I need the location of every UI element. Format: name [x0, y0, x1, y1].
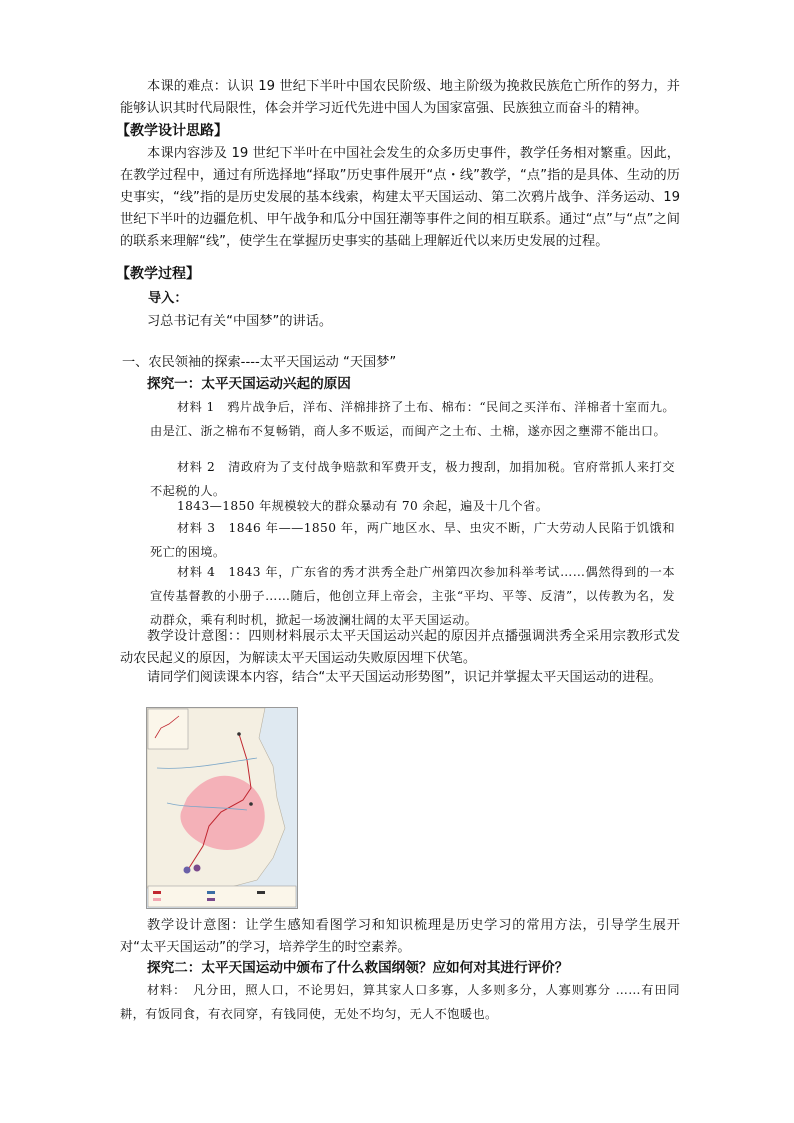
intro-text: 习总书记有关“中国梦”的讲话。 — [147, 314, 333, 329]
design-heading: 【教学设计思路】 — [116, 123, 228, 139]
design-paragraph: 本课内容涉及 19 世纪下半叶在中国社会发生的众多历史事件，教学任务相对繁重。因此，在教学过程中，通过有所选择地“择取”历史事件展开“点・线”教学，“点”指的是具体、生动的历史事实，“线”指的是历史发展的基本线索，构建太平天国运动、第二次鸦片战争、洋务运动、19 世纪下半叶的边疆危机、甲午战争和瓜分中国狂潮等事件之间的相互联系。通过“点”与“点”之间的联系来理解“线”，使学生在掌握历史事实的基础上理解近代以来历史发展的过程。 — [120, 146, 680, 249]
material-5: 材料： 凡分田，照人口，不论男妇，算其家人口多寡，人多则多分，人寡则寡分 ……有田同耕，有饭同食，有衣同穿，有钱同使，无处不均匀，无人不饱暖也。 — [120, 983, 680, 1021]
process-heading: 【教学过程】 — [116, 266, 200, 282]
intro-label: 导入： — [148, 291, 188, 306]
section-1-title: 一、农民领袖的探索----太平天国运动 “天国梦” — [122, 355, 397, 370]
taiping-situation-map — [146, 707, 298, 909]
design-intent-2: 教学设计意图：让学生感知看图学习和知识梳理是历史学习的常用方法，引导学生展开对“太平天国运动”的学习，培养学生的时空素养。 — [120, 918, 680, 955]
material-1: 材料 1 鸦片战争后，洋布、洋棉排挤了土布、棉布：“民间之买洋布、洋棉者十室而九。由是江、浙之棉布不复畅销，商人多不贩运，而闽产之土布、土棉，遂亦因之壅滞不能出口。 — [150, 400, 675, 438]
explore-2-title: 探究二：太平天国运动中颁布了什么救国纲领？应如何对其进行评价？ — [147, 960, 569, 976]
material-2: 材料 2 清政府为了支付战争赔款和军费开支，极力搜刮，加捐加税。官府常抓人来打交不起税的人。 — [150, 460, 675, 498]
reading-prompt: 请同学们阅读课本内容，结合“太平天国运动形势图”，识记并掌握太平天国运动的进程。 — [147, 670, 662, 685]
explore-1-title: 探究一：太平天国运动兴起的原因 — [147, 376, 351, 392]
map-graphic — [147, 708, 297, 908]
material-3: 材料 3 1846 年——1850 年，两广地区水、旱、虫灾不断，广大劳动人民陷于饥饿和死亡的困境。 — [150, 521, 675, 559]
design-intent-1: 教学设计意图：：四则材料展示太平天国运动兴起的原因并点播强调洪秀全采用宗教形式发动农民起义的原因，为解读太平天国运动失败原因埋下伏笔。 — [120, 629, 680, 666]
difficulty-paragraph: 本课的难点：认识 19 世纪下半叶中国农民阶级、地主阶级为挽救民族危亡所作的努力，并能够认识其时代局限性，体会并学习近代先进中国人为国家富强、民族独立而奋斗的精神。 — [120, 79, 680, 116]
statistic-line: 1843—1850 年规模较大的群众暴动有 70 余起，遍及十几个省。 — [177, 499, 549, 513]
material-4: 材料 4 1843 年，广东省的秀才洪秀全赴广州第四次参加科举考试……偶然得到的一本宣传基督教的小册子……随后，他创立拜上帝会，主张“平均、平等、反清”，以传教为名，发动群众，乘有利时机，掀起一场波澜壮阔的太平天国运动。 — [150, 565, 675, 627]
